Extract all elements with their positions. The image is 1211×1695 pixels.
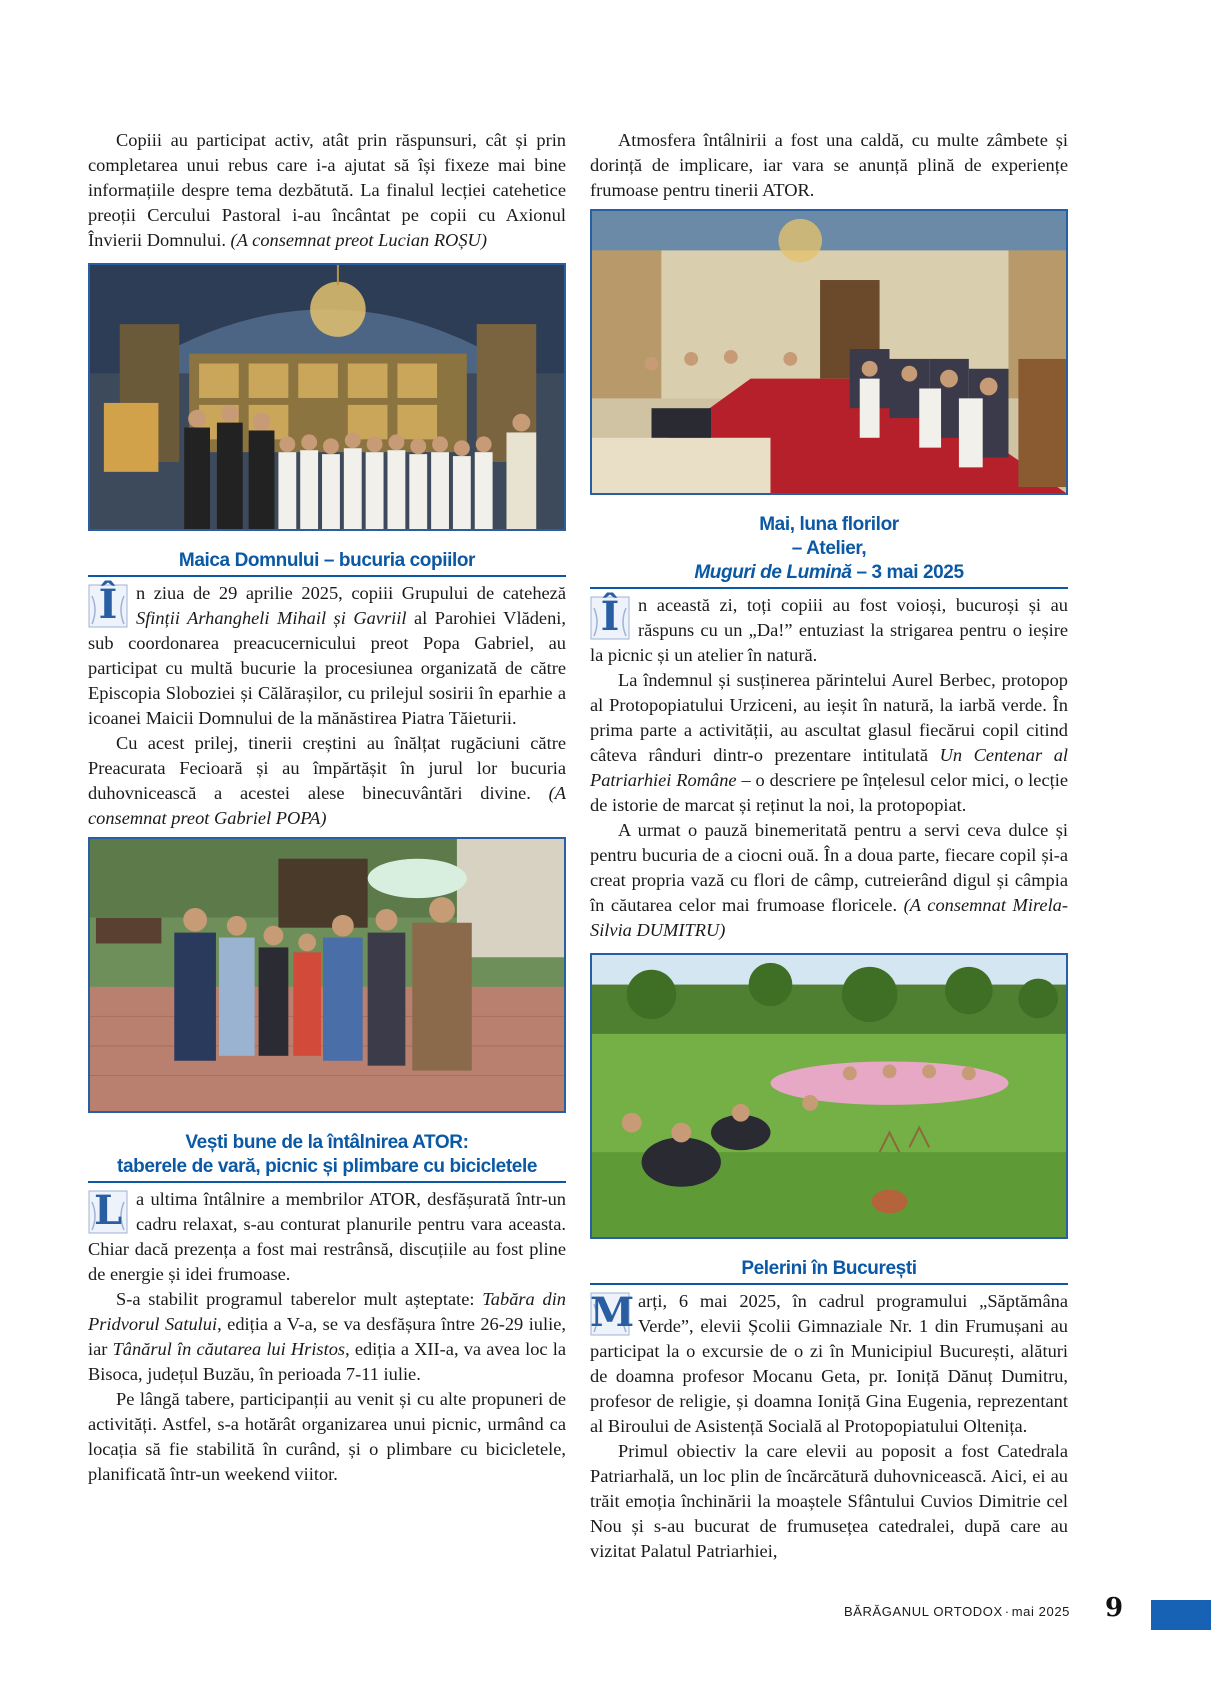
- paragraph: Cu acest prilej, tinerii creștini au înălțat rugăciuni către Preacurata Fecioară și au împărtășit în jurul lor bucuria duhovnicească a acestei alese binecuvântări divine. (A consemnat preot Gabriel POPA): [88, 733, 566, 828]
- paragraph: n ziua de 29 aprilie 2025, copiii Grupului de cateheză Sfinții Arhangheli Mihail și Gavriil al Parohiei Vlădeni, sub coordonarea preacucernicului preot Popa Gabriel, au participat cu multă bucurie la procesiunea organizată de către Episcopia Sloboziei și Călărașilor, cu prilejul sosirii în eparhie a icoanei Maicii Domnului de la mănăstirea Piatra Tăieturii.: [88, 583, 566, 728]
- paragraph: Pe lângă tabere, participanții au venit și cu alte propuneri de activități. Astfel, s-a hotărât organizarea unui picnic, urmând ca locația să fie stabilită în curând, și o plimbare cu bicicletele, planificată într-un weekend viitor.: [88, 1389, 566, 1484]
- page-number: 9: [1105, 1593, 1124, 1623]
- photo-church-audience: [590, 209, 1068, 495]
- page-marker-bar: [1151, 1600, 1211, 1630]
- dropcap-ornament: Î: [88, 584, 128, 628]
- dropcap-ornament: M: [590, 1289, 635, 1336]
- photo-group-outdoors: [88, 837, 566, 1113]
- section-body-maica-domnului: [88, 581, 566, 831]
- section-title-mai-luna-florilor: Mai, luna florilor – Atelier, Muguri de Lumină – 3 mai 2025: [590, 513, 1068, 589]
- signature: (A consemnat preot Lucian ROȘU): [230, 230, 487, 250]
- section-title-vesti-bune: Vești bune de la întâlnirea ATOR: taberele de vară, picnic și plimbare cu bicicletele: [88, 1131, 566, 1183]
- paragraph: arți, 6 mai 2025, în cadrul programului „Săptămâna Verde”, elevii Școlii Gimnaziale Nr. 1 din Frumușani au participat la o excursie de o zi în Municipiul București, alături de doamna profesor Mocanu Geta, pr. Ioniță Dănuț Dumitru, profesor de religie, și doamna Ioniță Gina Eugenia, reprezentant al Biroului de Asistență Socială al Protopopiatului Oltenița.: [590, 1291, 1068, 1436]
- paragraph: La îndemnul și susținerea părintelui Aurel Berbec, protopop al Protopopiatului Urziceni, au ieșit în natură, la iarbă verde. În prima parte a activității, au ascultat glasul fiecărui copil citind câteva rânduri dintr-o prezentare intitulată Un Centenar al Patriarhiei Române – o descriere pe înțelesul celor mici, o lecție de istorie de marcat și reținut la noi, la protopopiat.: [590, 670, 1069, 815]
- section-body-mai-luna-florilor: [590, 593, 1068, 943]
- paragraph: n această zi, toți copiii au fost voioși, bucuroși și au răspuns cu un „Da!” entuziast la strigarea pentru o ieșire la picnic și un atelier în natură.: [590, 595, 1068, 665]
- right-column: [590, 128, 1068, 1564]
- paragraph: a ultima întâlnire a membrilor ATOR, desfășurată într-un cadru relaxat, s-au conturat planurile pentru vara aceasta. Chiar dacă prezența a fost mai restrânsă, discuțiile au fost pline de energie și idei frumoase.: [88, 1189, 566, 1284]
- photo-church-choir: [88, 263, 566, 531]
- signature: (A consemnat Mirela-Silvia DUMITRU): [590, 895, 1069, 940]
- dropcap-ornament: L: [88, 1190, 128, 1234]
- intro-paragraph-right: Atmosfera întâlnirii a fost una caldă, cu multe zâmbete și dorință de implicare, iar vara se anunță plină de experiențe frumoase pentru tinerii ATOR.: [590, 130, 1068, 200]
- paragraph: Primul obiectiv la care elevii au poposit a fost Catedrala Patriarhală, un loc plin de încărcătură duhovnicească. Aici, ei au trăit emoția închinării la moaștele Sfântului Cuvios Dimitrie cel Nou și s-au bucurat de frumusețea catedralei, după care au vizitat Palatul Patriarhiei,: [590, 1441, 1068, 1561]
- paragraph: S-a stabilit programul taberelor mult așteptate: Tabăra din Pridvorul Satului, ediția a V-a, se va desfășura între 26-29 iulie, iar Tânărul în căutarea lui Hristos, ediția a XII-a, va avea loc la Bisoca, județul Buzău, în perioada 7-11 iulie.: [88, 1289, 567, 1384]
- signature: (A consemnat preot Gabriel POPA): [88, 783, 566, 828]
- section-title-pelerini: Pelerini în București: [590, 1257, 1068, 1285]
- intro-paragraph-left: Copiii au participat activ, atât prin răspunsuri, cât și prin completarea unui rebus care i-a ajutat să își fixeze mai bine informațiile despre tema dezbătută. La finalul lecției catehetice preoții Cercului Pastoral i-au încântat pe copii cu Axionul Învierii Domnului. (A consemnat preot Lucian ROȘU): [88, 130, 566, 250]
- left-column: [88, 128, 566, 1487]
- photo-picnic-meadow: [590, 953, 1068, 1239]
- section-title-maica-domnului: Maica Domnului – bucuria copiilor: [88, 549, 566, 577]
- dropcap-ornament: Î: [590, 596, 630, 640]
- footer-publication: BĂRĂGANUL ORTODOX · mai 2025: [844, 1604, 1070, 1619]
- paragraph: A urmat o pauză binemeritată pentru a servi ceva dulce și pentru bucuria de a ciocni ouă. În a doua parte, fiecare copil și-a creat propria vază cu flori de câmp, cutreierând digul și câmpia în căutarea celor mai frumoase floricele. (A consemnat Mirela-Silvia DUMITRU): [590, 820, 1069, 940]
- section-body-vesti-bune: [88, 1187, 566, 1487]
- section-body-pelerini: [590, 1289, 1068, 1564]
